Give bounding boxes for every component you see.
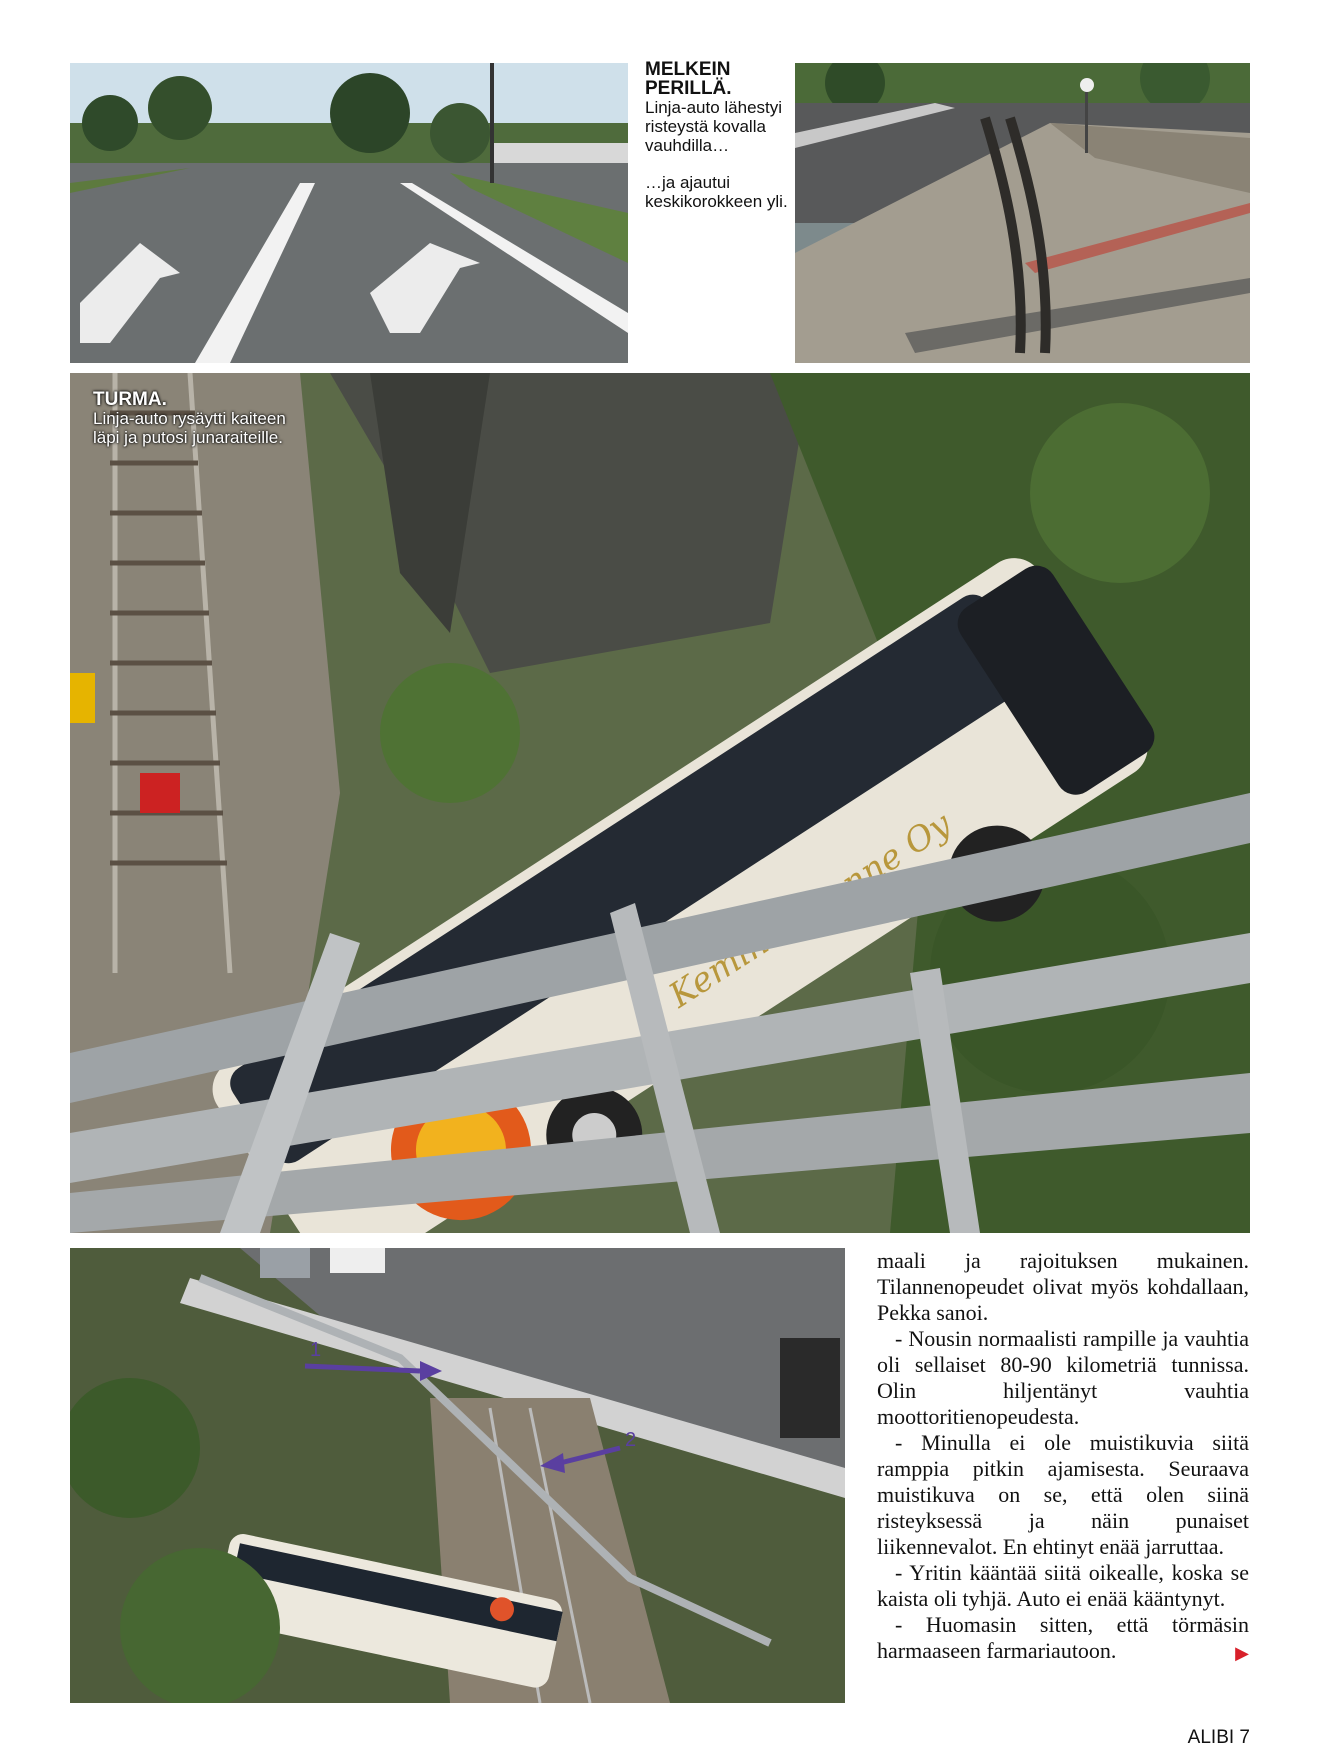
photo-road-arrows (70, 63, 628, 363)
article-paragraph-5 (877, 1612, 1249, 1664)
article-paragraph-5-text: - Huomasin sitten, että törmäsin harmaaseen farmariautoon. (877, 1612, 1249, 1663)
top-caption-body-1: Linja-auto lähestyi risteystä kovalla vauhdilla… (645, 98, 783, 155)
top-caption (645, 60, 790, 229)
photo-tire-tracks (795, 63, 1250, 363)
page-footer: ALIBI 7 (1187, 1727, 1250, 1748)
photo-bus-crash (70, 373, 1250, 1233)
crash-caption-head: TURMA. (93, 389, 167, 410)
article-body (877, 1248, 1249, 1666)
top-caption-body-2: …ja ajautui keskikorokkeen yli. (645, 173, 788, 211)
article-paragraph-4: - Yritin kääntää siitä oikealle, koska se kaista oli tyhjä. Auto ei enää kääntynyt. (877, 1560, 1249, 1611)
continue-arrow-icon: ▶ (1235, 1643, 1249, 1663)
photo-aerial-view (70, 1248, 845, 1703)
crash-caption (93, 390, 293, 447)
top-caption-head: MELKEIN PERILLÄ. (645, 59, 732, 99)
aerial-marker-2: 2 (625, 1429, 637, 1451)
article-paragraph-2: - Nousin normaalisti rampille ja vauhtia oli sellaiset 80-90 kilometriä tunnissa. Olin hiljentänyt vauhtia moottoritienopeudesta. (877, 1326, 1249, 1429)
article-paragraph-1: maali ja rajoituksen mukainen. Tilannenopeudet olivat myös kohdallaan, Pekka sanoi. (877, 1248, 1249, 1325)
article-paragraph-3: - Minulla ei ole muistikuvia siitä ramppia pitkin ajamisesta. Seuraava muistikuva on se, että olen siinä risteyksessä ja näin punaiset liikennevalot. En ehtinyt enää jarruttaa. (877, 1430, 1249, 1559)
aerial-marker-1: 1 (310, 1339, 322, 1361)
crash-caption-body: Linja-auto rysäytti kaiteen läpi ja putosi junaraiteille. (93, 409, 286, 447)
